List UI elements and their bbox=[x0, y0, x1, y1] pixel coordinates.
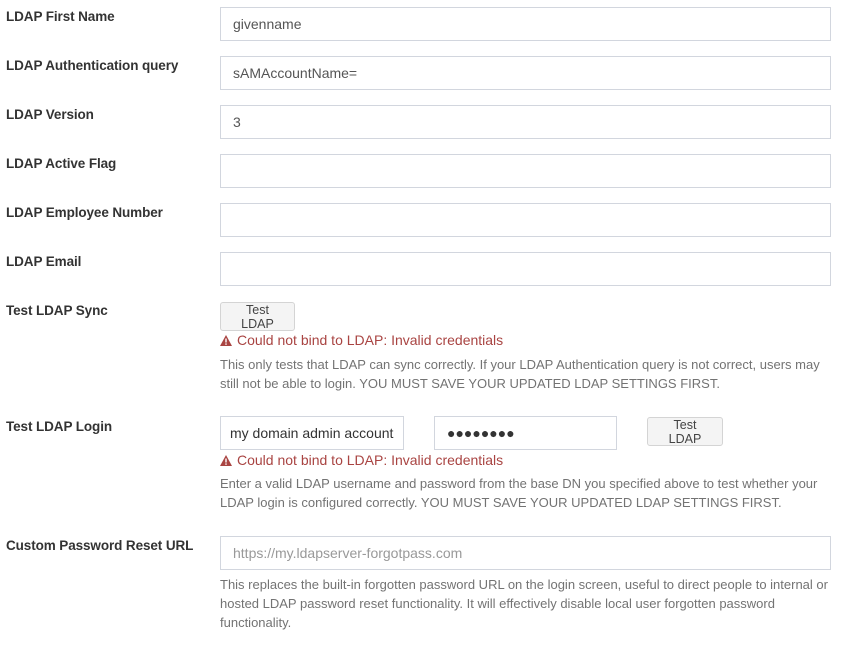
ldap-active-flag-input[interactable] bbox=[220, 154, 831, 188]
test-ldap-login-button[interactable]: Test LDAP bbox=[647, 417, 723, 446]
warning-triangle-icon bbox=[220, 455, 232, 466]
label-ldap-active-flag: LDAP Active Flag bbox=[6, 156, 117, 171]
label-ldap-version: LDAP Version bbox=[6, 107, 94, 122]
label-ldap-email: LDAP Email bbox=[6, 254, 82, 269]
ldap-auth-query-input[interactable] bbox=[220, 56, 831, 90]
label-ldap-employee-number: LDAP Employee Number bbox=[6, 205, 163, 220]
label-test-ldap-login: Test LDAP Login bbox=[6, 419, 112, 434]
label-ldap-auth-query: LDAP Authentication query bbox=[6, 58, 179, 73]
ldap-email-input[interactable] bbox=[220, 252, 831, 286]
test-login-help-text: Enter a valid LDAP username and password from the base DN you specified above to test whether your LDAP login is configured correctly. YOU MUST SAVE YOUR UPDATED LDAP SETTINGS FIRST. bbox=[220, 476, 818, 510]
test-login-error-text: Could not bind to LDAP: Invalid credentials bbox=[237, 452, 504, 468]
ldap-version-input[interactable] bbox=[220, 105, 831, 139]
ldap-login-password-input[interactable] bbox=[434, 416, 617, 450]
ldap-first-name-input[interactable] bbox=[220, 7, 831, 41]
reset-url-help-text: This replaces the built-in forgotten password URL on the login screen, useful to direct people to internal or hosted LDAP password reset functionality. It will effectively disable local user forgotten password functionality. bbox=[220, 577, 828, 630]
label-custom-password-reset-url: Custom Password Reset URL bbox=[6, 538, 194, 553]
label-ldap-first-name: LDAP First Name bbox=[6, 9, 115, 24]
custom-password-reset-url-input[interactable] bbox=[220, 536, 831, 570]
test-ldap-sync-button[interactable]: Test LDAP bbox=[220, 302, 295, 331]
test-login-error bbox=[220, 452, 503, 468]
test-sync-error-text: Could not bind to LDAP: Invalid credentials bbox=[237, 332, 504, 348]
label-test-ldap-sync: Test LDAP Sync bbox=[6, 303, 108, 318]
ldap-employee-number-input[interactable] bbox=[220, 203, 831, 237]
test-sync-error bbox=[220, 332, 503, 348]
warning-triangle-icon bbox=[220, 335, 232, 346]
ldap-login-username-input[interactable] bbox=[220, 416, 404, 450]
test-sync-help-text: This only tests that LDAP can sync correctly. If your LDAP Authentication query is not correct, users may still not be able to login. YOU MUST SAVE YOUR UPDATED LDAP SETTINGS FIRST. bbox=[220, 357, 820, 391]
